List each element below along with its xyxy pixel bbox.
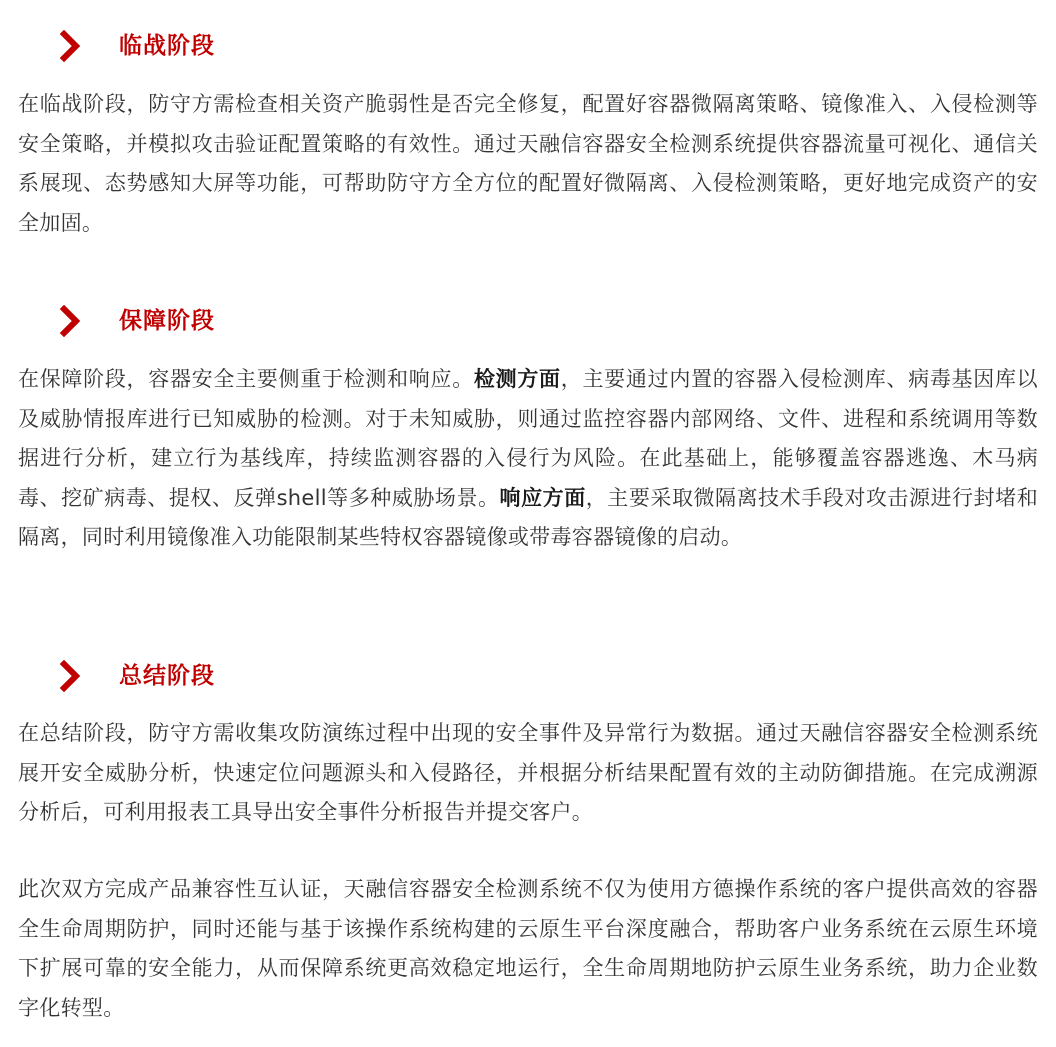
section-heading-zongjie [0, 656, 1056, 696]
section-paragraph: 在临战阶段，防守方需检查相关资产脆弱性是否完全修复，配置好容器微隔离策略、镜像准入、入侵检测等安全策略，并模拟攻击验证配置策略的有效性。通过天融信容器安全检测系统提供容器流量可视化、通信关系展现、态势感知大屏等功能，可帮助防守方全方位的配置好微隔离、入侵检测策略，更好地完成资产的安全加固。 [18, 92, 1038, 235]
bold-keyword: 检测方面 [473, 367, 561, 391]
closing-paragraph: 此次双方完成产品兼容性互认证，天融信容器安全检测系统不仅为使用方德操作系统的客户提供高效的容器全生命周期防护，同时还能与基于该操作系统构建的云原生平台深度融合，帮助客户业务系统在云原生环境下扩展可靠的安全能力，从而保障系统更高效稳定地运行，全生命周期地防护云原生业务系统，助力企业数字化转型。 [18, 877, 1038, 1020]
section-paragraph [18, 360, 1038, 558]
section-title: 临战阶段 [119, 33, 215, 59]
paragraph-text: ，主要通过内置的容器入侵检测库、病毒基因库以及威胁情报库进行已知威胁的检测。对于未知威胁，则通过监控容器内部网络、文件、进程和系统调用等数据进行分析，建立行为基线库，持续监测容器的入侵行为风险。在此基础上，能够覆盖容器逃逸、木马病毒、挖矿病毒、提权、反弹shell等多种威胁场景。 [18, 367, 1038, 510]
section-title: 总结阶段 [119, 663, 215, 689]
section-heading-baozhang [0, 301, 1056, 341]
bold-keyword: 响应方面 [499, 485, 586, 510]
paragraph-text: 在保障阶段，容器安全主要侧重于检测和响应。 [18, 367, 474, 391]
chevron-right-icon [56, 660, 84, 692]
section-paragraph: 在总结阶段，防守方需收集攻防演练过程中出现的安全事件及异常行为数据。通过天融信容器安全检测系统展开安全威胁分析，快速定位问题源头和入侵路径，并根据分析结果配置有效的主动防御措施。在完成溯源分析后，可利用报表工具导出安全事件分析报告并提交客户。 [18, 721, 1038, 824]
chevron-right-icon [56, 305, 84, 337]
section-title: 保障阶段 [119, 308, 215, 334]
section-heading-linzhan [0, 26, 1056, 66]
paragraph-text: ，主要采取微隔离技术手段对攻击源进行封堵和隔离，同时利用镜像准入功能限制某些特权容器镜像或带毒容器镜像的启动。 [18, 485, 1038, 549]
chevron-right-icon [56, 30, 84, 62]
